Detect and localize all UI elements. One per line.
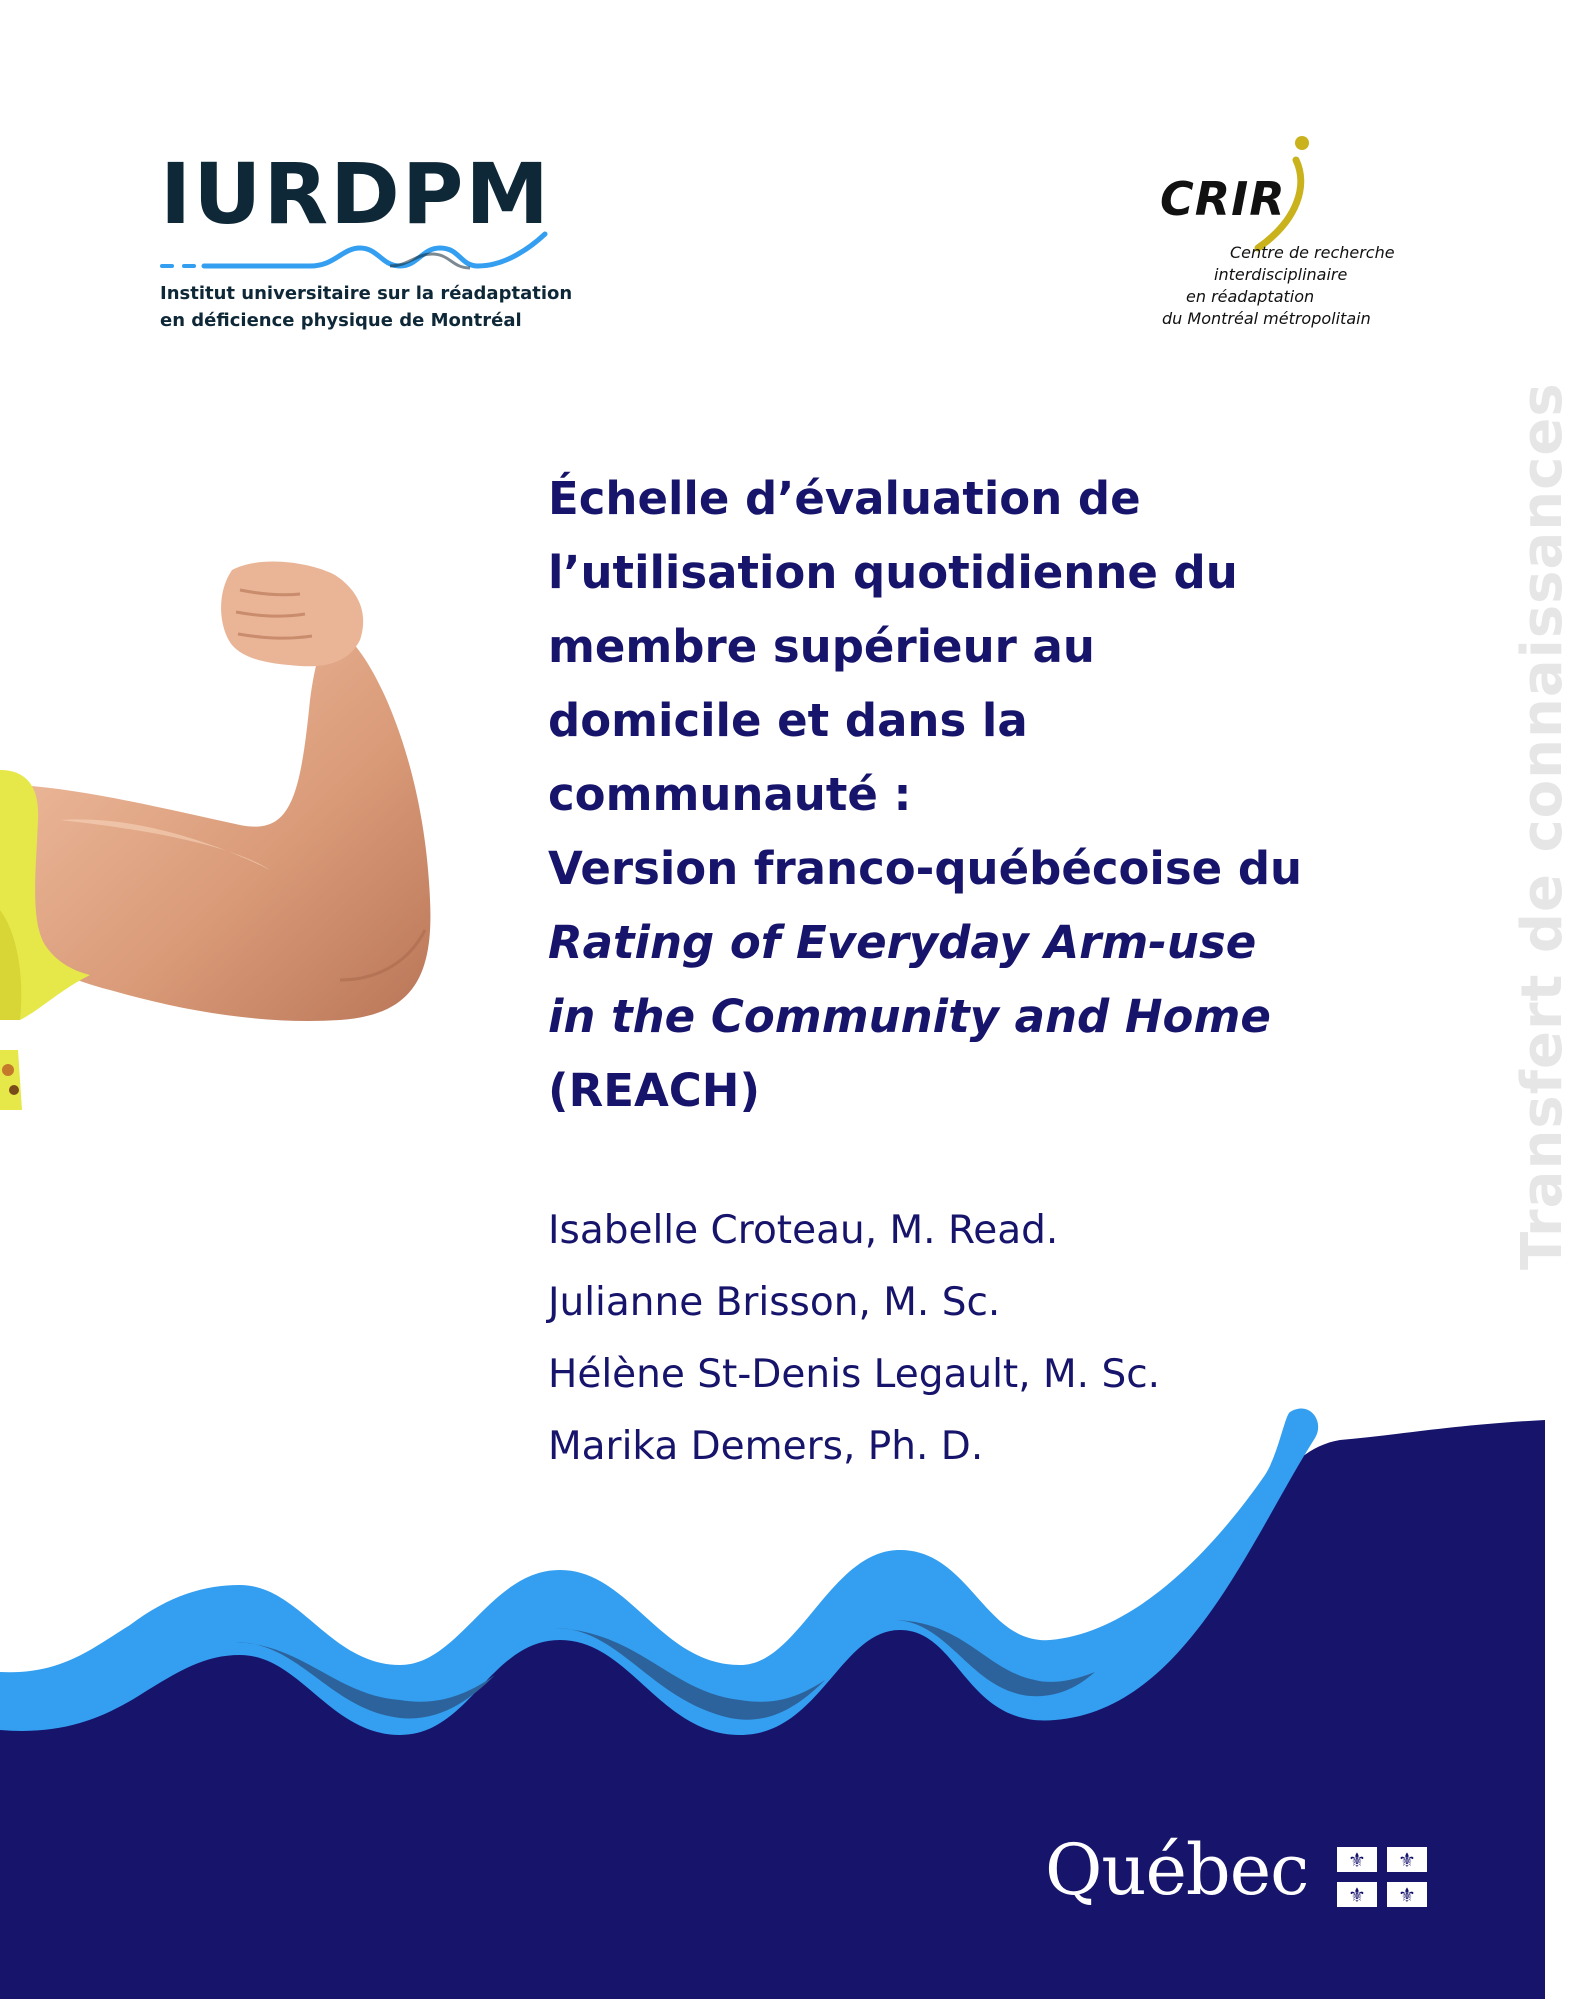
svg-text:⚜: ⚜ — [1398, 1883, 1416, 1907]
quebec-logo — [1045, 1829, 1435, 1935]
svg-text:⚜: ⚜ — [1348, 1848, 1366, 1872]
iurdpm-acronym: IURDPM — [160, 145, 552, 243]
crir-subtitle-line: Centre de recherche — [1230, 243, 1395, 262]
iurdpm-logo — [160, 145, 573, 340]
crir-subtitle-line: interdisciplinaire — [1214, 265, 1348, 284]
author-name: Julianne Brisson, M. Sc. — [548, 1280, 1001, 1325]
quebec-wordmark: Québec — [1045, 1829, 1309, 1911]
svg-text:⚜: ⚜ — [1348, 1883, 1366, 1907]
flexed-arm-image — [0, 550, 450, 1110]
svg-text:⚜: ⚜ — [1398, 1848, 1416, 1872]
title-main: Échelle d’évaluation de l’utilisation quotidienne du membre supérieur au domicile et dans la communauté : — [548, 472, 1238, 821]
crir-subtitle-line: du Montréal métropolitain — [1162, 309, 1371, 328]
quebec-flag-icon — [1337, 1847, 1427, 1907]
crir-logo — [1150, 130, 1430, 340]
iurdpm-subtitle-line: en déficience physique de Montréal — [160, 310, 522, 331]
side-label: Transfert de connaissances — [1510, 382, 1575, 1270]
title-version: Version franco-québécoise du — [548, 842, 1303, 895]
author-name: Hélène St-Denis Legault, M. Sc. — [548, 1352, 1161, 1397]
author-name: Marika Demers, Ph. D. — [548, 1424, 984, 1469]
title-original-name: Rating of Everyday Arm-use in the Community and Home — [548, 916, 1271, 1043]
iurdpm-subtitle — [160, 280, 580, 334]
document-title — [548, 462, 1308, 1128]
iurdpm-subtitle-line: Institut universitaire sur la réadaptation — [160, 283, 573, 304]
crir-acronym: CRIR — [1160, 172, 1286, 226]
author-name: Isabelle Croteau, M. Read. — [548, 1208, 1059, 1253]
crir-subtitle-line: en réadaptation — [1186, 287, 1315, 306]
crir-subtitle — [1150, 242, 1410, 330]
title-acronym: (REACH) — [548, 1064, 761, 1117]
